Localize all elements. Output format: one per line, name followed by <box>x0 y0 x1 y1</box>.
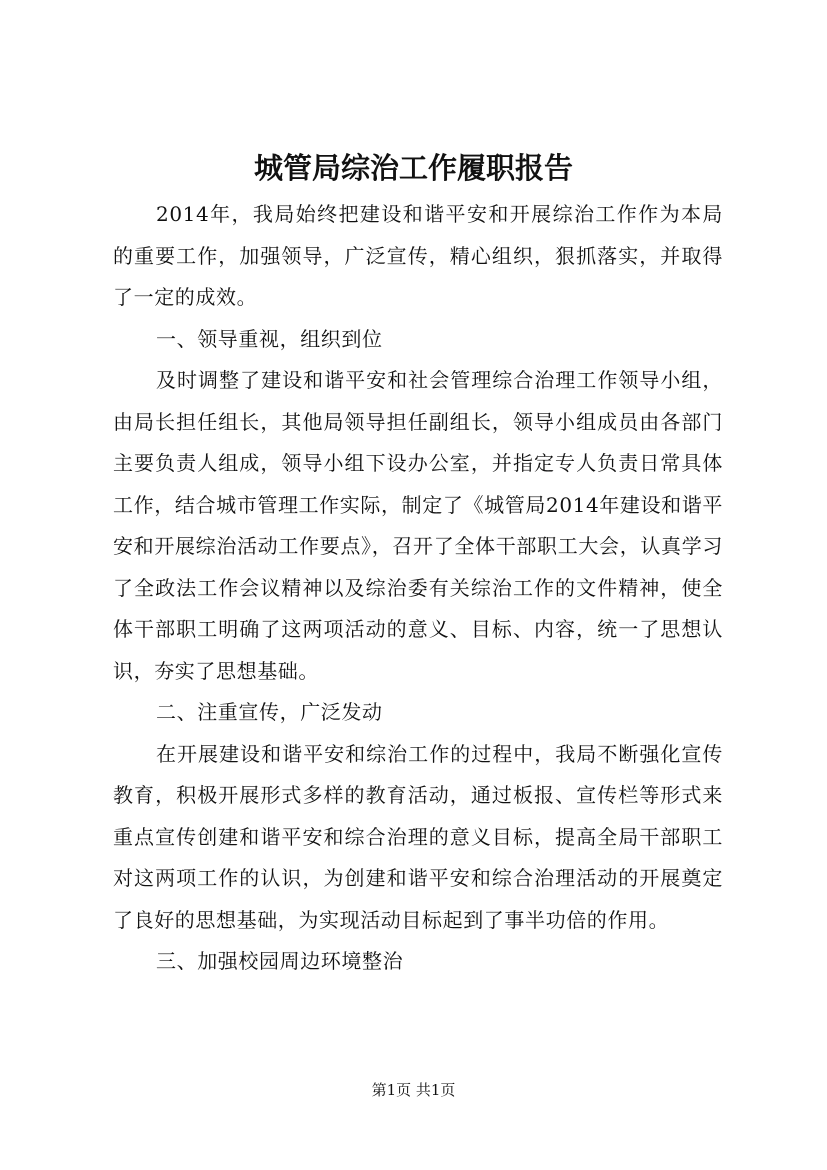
section-heading-1: 一、领导重视，组织到位 <box>156 326 383 351</box>
paragraph-section-2: 在开展建设和谐平安和综治工作的过程中，我局不断强化宣传教育，积极开展形式多样的教育活动，通过板报、宣传栏等形式来重点宣传创建和谐平安和综合治理的意义目标，提高全局干部职工对这两项工作的认识，为创建和谐平安和综合治理活动的开展奠定了良好的思想基础，为实现活动目标起到了事半功倍的作用。 <box>113 741 723 932</box>
paragraph-intro: 2014年，我局始终把建设和谐平安和开展综治工作作为本局的重要工作，加强领导，广泛宣传，精心组织，狠抓落实，并取得了一定的成效。 <box>113 202 723 309</box>
document-body <box>113 194 723 983</box>
section-heading-3: 三、加强校园周边环境整治 <box>156 949 404 973</box>
page-number-footer: 第1页 共1页 <box>371 1081 456 1099</box>
paragraph-section-1: 及时调整了建设和谐平安和社会管理综合治理工作领导小组，由局长担任组长，其他局领导担任副组长，领导小组成员由各部门主要负责人组成，领导小组下设办公室，并指定专人负责日常具体工作，结合城市管理工作实际，制定了《城管局2014年建设和谐平安和开展综治活动工作要点》，召开了全体干部职工大会，认真学习了全政法工作会议精神以及综治委有关综治工作的文件精神，使全体干部职工明确了这两项活动的意义、目标、内容，统一了思想认识，夯实了思想基础。 <box>113 368 723 683</box>
section-heading-2: 二、注重宣传，广泛发动 <box>156 700 383 724</box>
document-title: 城管局综治工作履职报告 <box>253 151 573 185</box>
